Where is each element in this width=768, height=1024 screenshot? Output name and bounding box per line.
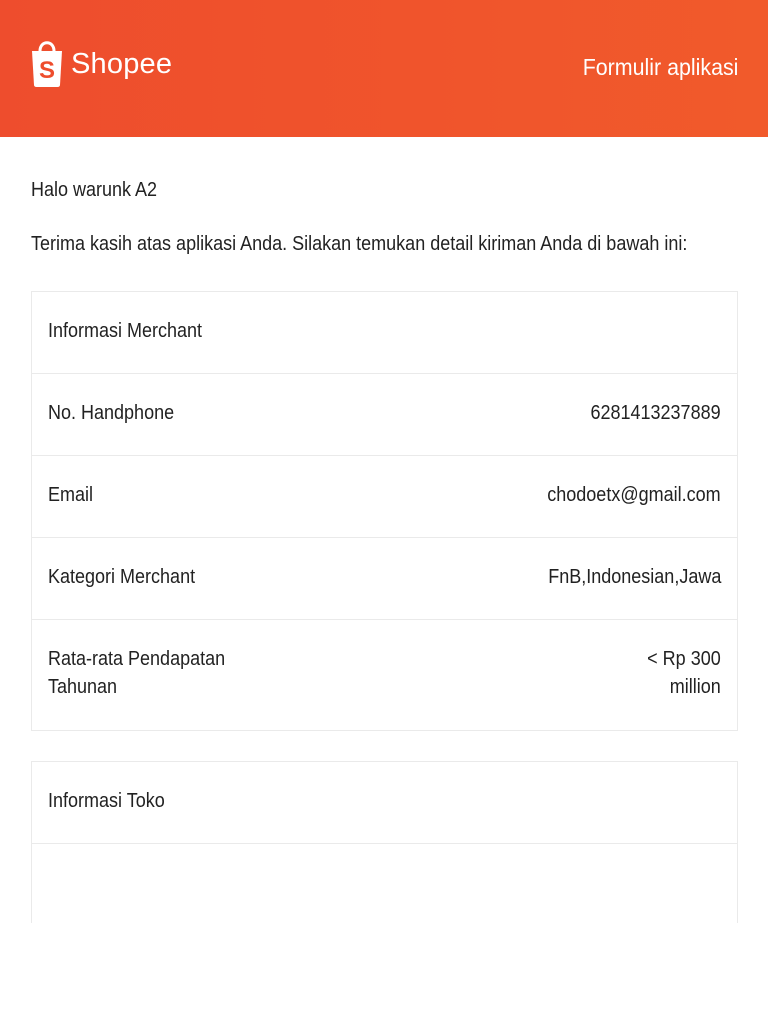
email-value[interactable]: chodoetx@gmail.com: [547, 484, 721, 506]
merchant-info-title-text: Informasi Merchant: [48, 320, 203, 342]
category-row: [32, 538, 737, 620]
store-info-empty-row: [32, 844, 737, 922]
greeting-text: Halo warunk A2: [31, 179, 158, 201]
store-info-title-text: Informasi Toko: [48, 790, 165, 812]
phone-value: 6281413237889: [590, 402, 721, 424]
app-header: [0, 0, 768, 137]
revenue-row: [32, 620, 737, 730]
intro-text: Terima kasih atas aplikasi Anda. Silakan temukan detail kiriman Anda di bawah ini:: [31, 233, 688, 255]
category-value: FnB,Indonesian,Jawa: [547, 566, 721, 588]
svg-text:S: S: [38, 57, 56, 84]
shopee-logo[interactable]: [30, 36, 172, 88]
phone-row: [32, 374, 737, 456]
shopee-bag-icon: [30, 36, 64, 88]
store-info-title: [32, 762, 737, 844]
email-label: Email: [48, 484, 94, 506]
intro-section: [31, 176, 738, 258]
category-label: Kategori Merchant: [48, 566, 196, 588]
merchant-info-card: [31, 291, 738, 731]
email-row: [32, 456, 737, 538]
revenue-label-line1: Rata-rata Pendapatan: [48, 648, 226, 670]
merchant-info-title: [32, 292, 737, 374]
brand-name: Shopee: [71, 47, 173, 80]
revenue-label: [48, 645, 225, 701]
store-info-card: [31, 761, 738, 923]
revenue-value: [647, 645, 721, 701]
revenue-label-line2: Tahunan: [48, 676, 118, 698]
revenue-value-line1: < Rp 300: [647, 648, 721, 670]
page-title: Formulir aplikasi: [582, 54, 738, 80]
revenue-value-line2: million: [669, 676, 721, 698]
phone-label: No. Handphone: [48, 402, 175, 424]
